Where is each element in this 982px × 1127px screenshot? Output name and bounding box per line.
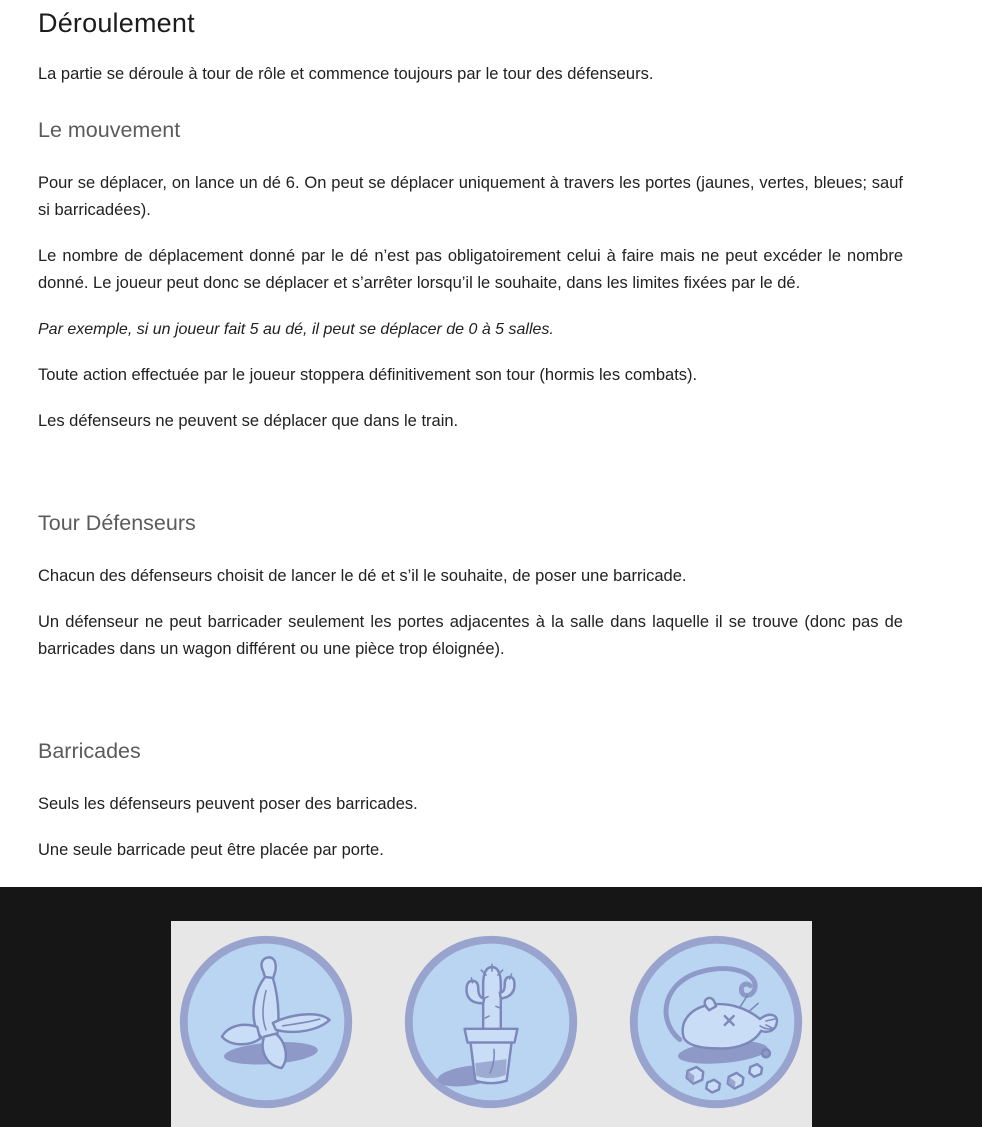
bottom-band (0, 887, 982, 1127)
section-heading-barricades: Barricades (38, 739, 141, 763)
doc-title: Déroulement (38, 8, 195, 38)
paragraph-intro: La partie se déroule à tour de rôle et commence toujours par le tour des défenseurs. (38, 65, 654, 83)
paragraph: Seuls les défenseurs peuvent poser des barricades. (38, 795, 418, 813)
paragraph: Les défenseurs ne peuvent se déplacer que dans le train. (38, 412, 459, 430)
figure-image (171, 921, 812, 1127)
section-heading-defenders-turn: Tour Défenseurs (38, 511, 196, 535)
cactus-pot-icon (398, 928, 584, 1114)
paragraph: Un défenseur ne peut barricader seulement les portes adjacentes à la salle dans laquelle il se trouve (donc pas de barricades dans un wagon différent ou une pièce trop éloignée). (38, 613, 903, 658)
banana-peel-icon (173, 928, 359, 1114)
paragraph: Toute action effectuée par le joueur stoppera définitivement son tour (hormis les combats). (38, 366, 698, 384)
paragraph: Une seule barricade peut être placée par porte. (38, 841, 384, 859)
paragraph: Pour se déplacer, on lance un dé 6. On peut se déplacer uniquement à travers les portes (jaunes, vertes, bleues; sauf si barricadées). (38, 174, 903, 219)
paragraph: Chacun des défenseurs choisit de lancer le dé et s’il le souhaite, de poser une barricade. (38, 567, 687, 585)
section-heading-movement: Le mouvement (38, 118, 181, 142)
paragraph: Le nombre de déplacement donné par le dé n’est pas obligatoirement celui à faire mais ne peut excéder le nombre donné. Le joueur peut donc se déplacer et s’arrêter lorsqu’il le souhaite, dans les limites fixées par le dé. (38, 247, 903, 292)
paragraph-example: Par exemple, si un joueur fait 5 au dé, il peut se déplacer de 0 à 5 salles. (38, 321, 554, 338)
dead-rat-icon (623, 928, 809, 1114)
